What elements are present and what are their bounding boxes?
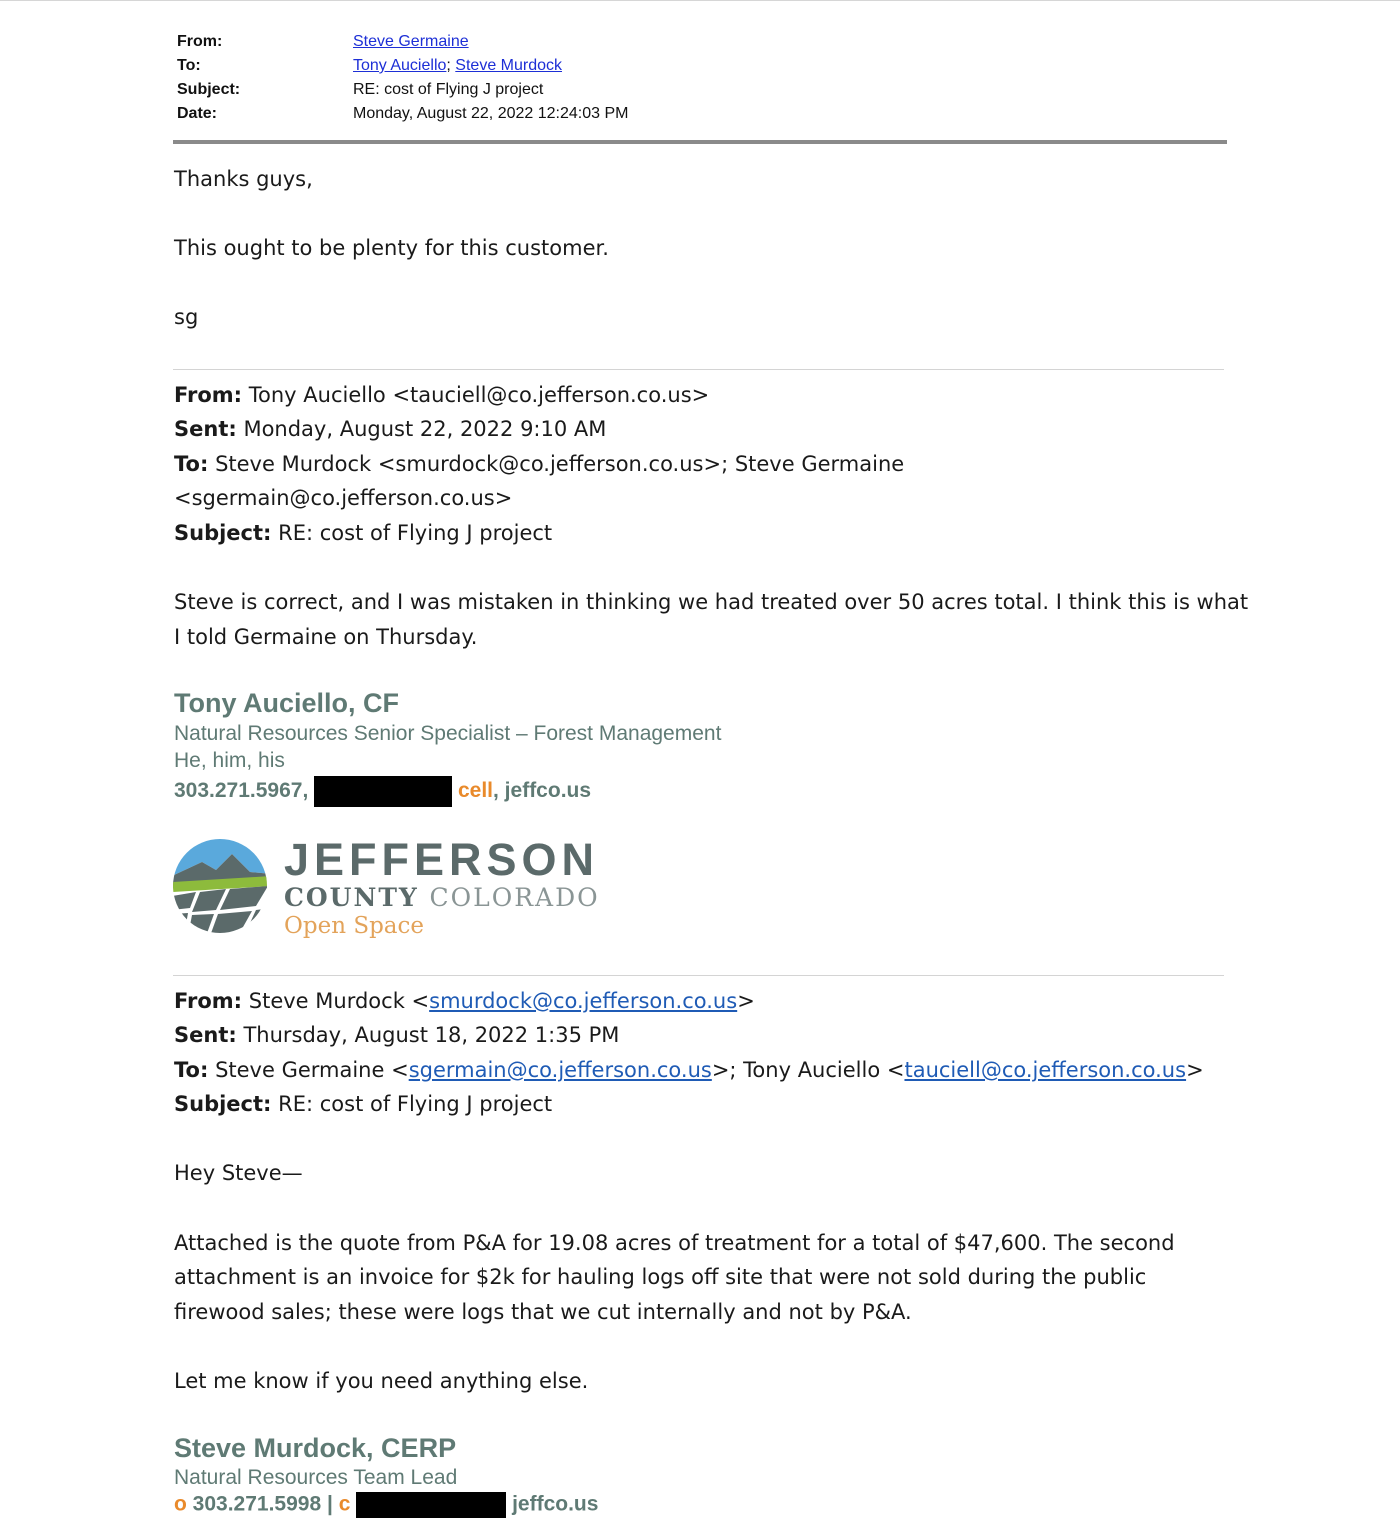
signature1-title: Natural Resources Senior Specialist – Forest Management <box>174 722 722 745</box>
signature2-phone: 303.271.5998 | <box>186 1492 333 1516</box>
signature1-contact <box>174 776 591 807</box>
quote2-closing: Let me know if you need anything else. <box>174 1369 589 1393</box>
header-to-link-1[interactable]: Tony Auciello <box>353 57 447 74</box>
signature1-pronouns: He, him, his <box>174 749 285 772</box>
quote2-sent <box>174 1018 619 1053</box>
quote1-from-value: Tony Auciello <tauciell@co.jefferson.co.us> <box>248 383 710 407</box>
quote2-from-name: Steve Murdock < <box>248 989 430 1013</box>
header-to-link-2[interactable]: Steve Murdock <box>455 57 563 74</box>
signature2-office-label: o <box>174 1492 187 1516</box>
quote1-from <box>174 378 709 413</box>
quote1-sent-label: Sent: <box>174 417 237 441</box>
redaction-box <box>314 776 452 807</box>
quote2-from-email-link[interactable]: smurdock@co.jefferson.co.us <box>429 989 738 1013</box>
quote2-from-label: From: <box>174 989 243 1013</box>
quote2-sent-value: Thursday, August 18, 2022 1:35 PM <box>243 1023 620 1047</box>
signature2-title: Natural Resources Team Lead <box>174 1466 458 1489</box>
quote2-to-email1-link[interactable]: sgermain@co.jefferson.co.us <box>408 1058 712 1082</box>
quote2-from <box>174 984 755 1019</box>
header-to-values <box>353 56 562 76</box>
quote2-to-end: > <box>1186 1058 1204 1082</box>
header-subject-label: Subject: <box>177 81 241 98</box>
quote2-to-label: To: <box>174 1058 209 1082</box>
quote1-subject-value: RE: cost of Flying J project <box>278 521 553 545</box>
quote2-to-email2-link[interactable]: tauciell@co.jefferson.co.us <box>904 1058 1187 1082</box>
logo-wordmark: JEFFERSON <box>284 834 600 885</box>
quote-divider-1 <box>173 369 1224 370</box>
header-from-link[interactable]: Steve Germaine <box>353 33 469 50</box>
landscape-emblem-icon <box>172 836 272 936</box>
message-greeting: Thanks guys, <box>174 167 313 191</box>
quote1-to-value-line1: Steve Murdock <smurdock@co.jefferson.co.us>; Steve Germaine <box>215 452 905 476</box>
signature2-contact <box>174 1492 598 1518</box>
signature2-cell-label: c <box>338 1492 351 1516</box>
signature1-cell-label: cell <box>457 779 494 803</box>
header-to-label: To: <box>177 57 201 74</box>
logo-county: COUNTY <box>284 883 419 912</box>
quote2-to <box>174 1053 1204 1088</box>
logo-colorado: COLORADO <box>429 883 600 912</box>
quote1-body-line2: I told Germaine on Thursday. <box>174 625 478 649</box>
quote1-subject-label: Subject: <box>174 521 272 545</box>
quote2-subject-value: RE: cost of Flying J project <box>278 1092 553 1116</box>
quote2-body-line2: attachment is an invoice for $2k for hauling logs off site that were not sold during the public <box>174 1265 1147 1289</box>
header-divider <box>173 140 1227 144</box>
quote2-from-end: > <box>737 989 755 1013</box>
quote2-to-mid: >; Tony Auciello < <box>711 1058 905 1082</box>
signature2-name: Steve Murdock, CERP <box>174 1433 457 1463</box>
quote1-to <box>174 447 904 482</box>
quote2-sent-label: Sent: <box>174 1023 237 1047</box>
quote1-sent <box>174 412 606 447</box>
quote1-to-line2: <sgermain@co.jefferson.co.us> <box>174 486 513 510</box>
header-subject-value: RE: cost of Flying J project <box>353 81 544 98</box>
header-to-separator: ; <box>446 57 451 74</box>
header-date-label: Date: <box>177 105 218 122</box>
quote2-greeting: Hey Steve— <box>174 1161 303 1185</box>
message-body: This ought to be plenty for this customer. <box>174 236 609 260</box>
jefferson-county-logo <box>172 832 632 944</box>
redaction-box <box>356 1492 506 1518</box>
signature1-name: Tony Auciello, CF <box>174 688 400 718</box>
quote1-body-line1: Steve is correct, and I was mistaken in thinking we had treated over 50 acres total. I think this is what <box>174 590 1249 614</box>
quote2-to-name1: Steve Germaine < <box>215 1058 409 1082</box>
header-from-label: From: <box>177 33 223 50</box>
quote2-subject <box>174 1087 552 1122</box>
header-date-value: Monday, August 22, 2022 12:24:03 PM <box>353 105 629 122</box>
quote2-subject-label: Subject: <box>174 1092 272 1116</box>
page-top-border <box>0 0 1400 1</box>
logo-county-line <box>284 883 600 912</box>
quote-divider-2 <box>173 975 1224 976</box>
signature1-website[interactable]: , jeffco.us <box>493 779 592 803</box>
logo-open-space: Open Space <box>284 913 424 939</box>
signature1-phone: 303.271.5967, <box>174 779 309 803</box>
quote1-subject <box>174 516 552 551</box>
quote1-sent-value: Monday, August 22, 2022 9:10 AM <box>243 417 607 441</box>
quote2-body-line1: Attached is the quote from P&A for 19.08 acres of treatment for a total of $47,600. The second <box>174 1231 1175 1255</box>
message-signoff: sg <box>174 305 199 329</box>
quote1-to-label: To: <box>174 452 209 476</box>
quote2-body-line3: firewood sales; these were logs that we cut internally and not by P&A. <box>174 1300 912 1324</box>
signature2-website[interactable]: jeffco.us <box>512 1492 599 1516</box>
quote1-from-label: From: <box>174 383 243 407</box>
